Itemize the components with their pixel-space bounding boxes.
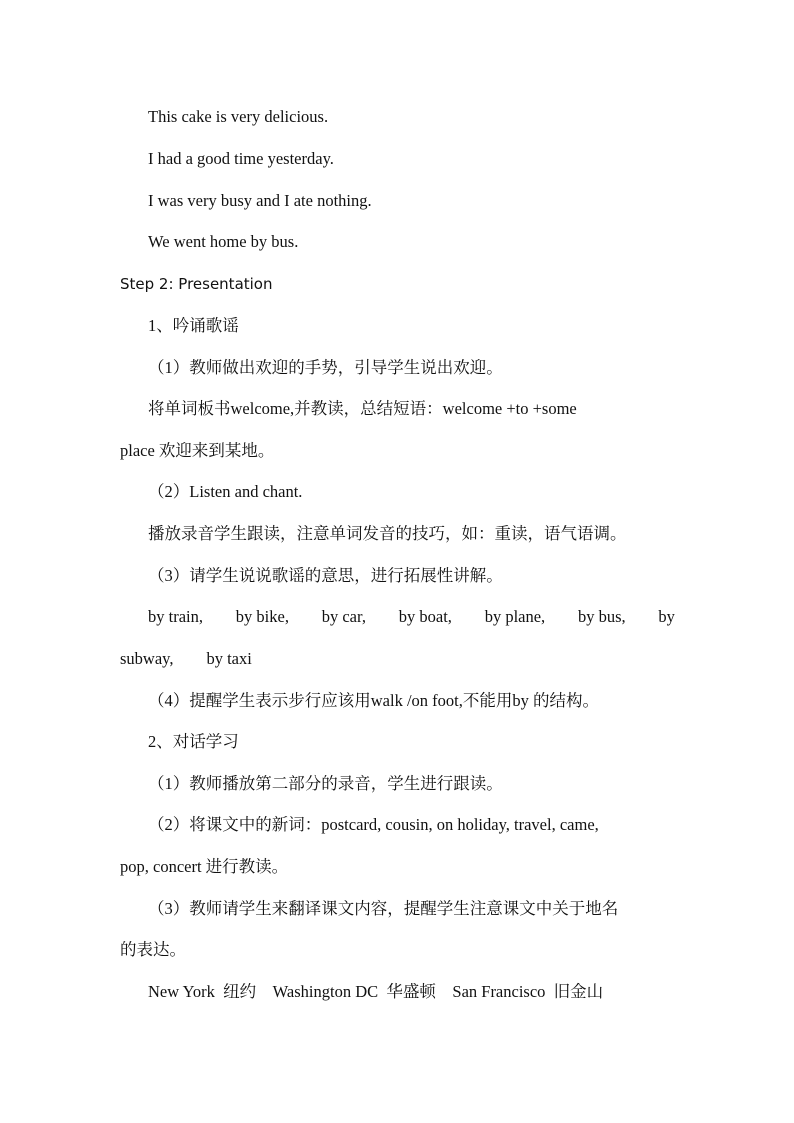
transport-item: by bike, bbox=[235, 607, 289, 626]
transport-item: by car, bbox=[321, 607, 366, 626]
subsection-title: 1、吟诵歌谣 bbox=[148, 316, 239, 335]
paragraph-line: subway, by taxi bbox=[120, 649, 252, 668]
transport-list-line bbox=[148, 606, 675, 628]
paragraph-line: 播放录音学生跟读，注意单词发音的技巧，如：重读，语气语调。 bbox=[148, 524, 627, 543]
transport-item: by plane, bbox=[484, 607, 546, 626]
paragraph-line: （3）请学生说说歌谣的意思，进行拓展性讲解。 bbox=[148, 566, 503, 585]
transport-item: by bus, bbox=[577, 607, 626, 626]
paragraph-line: 的表达。 bbox=[120, 940, 186, 959]
sentence-line: We went home by bus. bbox=[148, 232, 299, 251]
paragraph-line: pop, concert 进行教读。 bbox=[120, 857, 289, 876]
paragraph-line: （2）Listen and chant. bbox=[148, 482, 303, 501]
transport-item: by bbox=[658, 607, 675, 626]
transport-item: by boat, bbox=[398, 607, 452, 626]
paragraph-line: 将单词板书welcome,并教读，总结短语：welcome +to +some bbox=[148, 399, 577, 418]
paragraph-line: （2）将课文中的新词：postcard, cousin, on holiday, travel, came, bbox=[148, 815, 599, 834]
sentence-line: I had a good time yesterday. bbox=[148, 149, 334, 168]
sentence-line: I was very busy and I ate nothing. bbox=[148, 191, 372, 210]
paragraph-line: （1）教师播放第二部分的录音，学生进行跟读。 bbox=[148, 774, 503, 793]
transport-item: by train, bbox=[148, 607, 203, 626]
paragraph-line: place 欢迎来到某地。 bbox=[120, 441, 275, 460]
sentence-line: This cake is very delicious. bbox=[148, 107, 329, 126]
paragraph-line: （3）教师请学生来翻译课文内容，提醒学生注意课文中关于地名 bbox=[148, 899, 619, 918]
paragraph-line: （1）教师做出欢迎的手势，引导学生说出欢迎。 bbox=[148, 358, 503, 377]
subsection-title: 2、对话学习 bbox=[148, 732, 239, 751]
paragraph-line: （4）提醒学生表示步行应该用walk /on foot,不能用by 的结构。 bbox=[148, 691, 599, 710]
section-heading: Step 2: Presentation bbox=[120, 275, 273, 293]
place-names-line: New York 纽约 Washington DC 华盛顿 San Francisco 旧金山 bbox=[148, 982, 604, 1001]
